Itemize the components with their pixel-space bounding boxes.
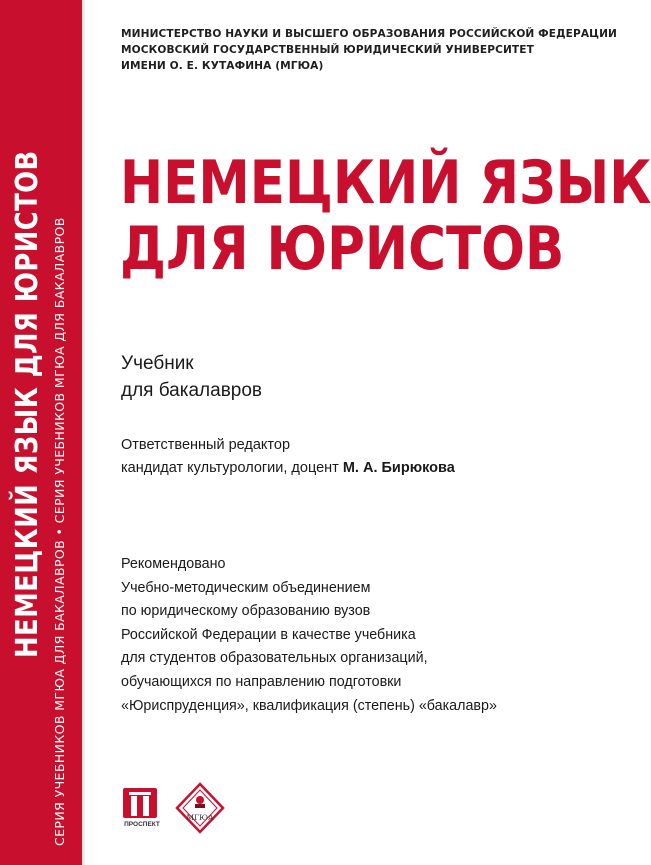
header-university-name: ИМЕНИ О. Е. КУТАФИНА (МГЮА) [121,60,324,72]
subtitle-line-2: для бакалавров [121,380,263,401]
editor-credentials [121,457,455,480]
publisher-logo-label: ПРОСПЕКТ [124,821,160,828]
university-logo [175,782,225,834]
recommendation-line: Рекомендовано [121,556,226,572]
university-logo-label: МГЮА [186,813,214,822]
book-subtitle [121,350,262,404]
publisher-logo [120,788,162,832]
institution-header [121,26,617,74]
header-ministry: МИНИСТЕРСТВО НАУКИ И ВЫСШЕГО ОБРАЗОВАНИЯ РОССИЙСКОЙ ФЕДЕРАЦИИ [121,28,618,40]
book-title [120,150,651,282]
publisher-logo-column [131,796,137,816]
header-university: МОСКОВСКИЙ ГОСУДАРСТВЕННЫЙ ЮРИДИЧЕСКИЙ УНИВЕРСИТЕТ [121,44,534,56]
book-title-line-2: ДЛЯ ЮРИСТОВ [120,214,565,284]
recommendation-line: «Юриспруденция», квалификация (степень) «бакалавр» [121,697,497,714]
recommendation-block [121,553,497,718]
subtitle-line-1: Учебник [121,353,194,374]
editor-role: Ответственный редактор [121,437,291,453]
recommendation-line: Учебно-методическим объединением [121,579,371,596]
publisher-logo-column [143,796,149,816]
editor-name: М. А. Бирюкова [342,460,455,476]
spine-title: НЕМЕЦКИЙ ЯЗЫК ДЛЯ ЮРИСТОВ [10,150,45,658]
book-title-line-1: НЕМЕЦКИЙ ЯЗЫК [120,148,651,218]
university-emblem-icon [175,782,225,834]
publisher-logo-roof [129,792,151,795]
recommendation-line: Российской Федерации в качестве учебника [121,626,416,643]
editor-block [121,434,455,480]
spine-divider [82,0,85,865]
recommendation-line: обучающихся по направлению подготовки [121,673,402,690]
recommendation-line: по юридическому образованию вузов [121,603,371,620]
editor-title: кандидат культурологии, доцент [121,460,343,476]
spine-series-text: СЕРИЯ УЧЕБНИКОВ МГЮА ДЛЯ БАКАЛАВРОВ • СЕРИЯ УЧЕБНИКОВ МГЮА ДЛЯ БАКАЛАВРОВ [52,217,67,846]
recommendation-line: для студентов образовательных организаций, [121,650,428,667]
